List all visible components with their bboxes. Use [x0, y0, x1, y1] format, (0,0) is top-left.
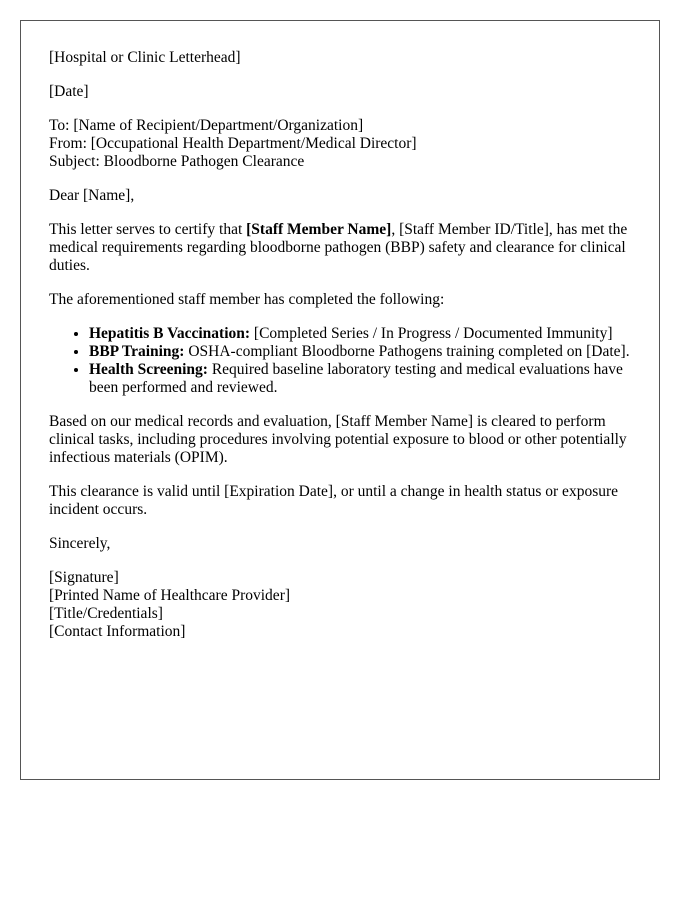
to-line: To: [Name of Recipient/Department/Organization]	[49, 117, 364, 134]
from-line: From: [Occupational Health Department/Medical Director]	[49, 135, 417, 152]
closing: Sincerely,	[49, 535, 111, 552]
list-item	[89, 325, 631, 343]
letterhead: [Hospital or Clinic Letterhead]	[49, 49, 241, 66]
letter-page	[20, 20, 660, 780]
list-item	[89, 343, 631, 361]
contact-information: [Contact Information]	[49, 623, 186, 640]
subject-line: Subject: Bloodborne Pathogen Clearance	[49, 153, 305, 170]
item-text: Required baseline laboratory testing and medical evaluations have been performed and reviewed.	[89, 361, 623, 396]
validity-paragraph: This clearance is valid until [Expiration Date], or until a change in health status or exposure incident occurs.	[49, 483, 619, 518]
salutation: Dear [Name],	[49, 187, 135, 204]
clearance-paragraph: Based on our medical records and evaluation, [Staff Member Name] is cleared to perform clinical tasks, including procedures involving potential exposure to blood or other potentially infectious materials (OPIM).	[49, 413, 627, 466]
intro-pre: This letter serves to certify that	[49, 221, 247, 238]
list-item	[89, 361, 631, 397]
intro-post: , [Staff Member ID/Title], has met the medical requirements regarding bloodborne pathogen (BBP) safety and clearance for clinical duties.	[49, 221, 628, 274]
item-text: [Completed Series / In Progress / Documented Immunity]	[250, 325, 613, 342]
letter-date: [Date]	[49, 83, 89, 100]
item-label: Hepatitis B Vaccination:	[89, 325, 251, 342]
intro-paragraph	[49, 221, 631, 275]
printed-name: [Printed Name of Healthcare Provider]	[49, 587, 291, 604]
item-label: BBP Training:	[89, 343, 185, 360]
item-label: Health Screening:	[89, 361, 208, 378]
list-intro: The aforementioned staff member has completed the following:	[49, 291, 445, 308]
address-block	[49, 117, 631, 171]
staff-name: [Staff Member Name]	[246, 221, 392, 238]
title-credentials: [Title/Credentials]	[49, 605, 163, 622]
signature-line: [Signature]	[49, 569, 119, 586]
requirements-list	[49, 325, 631, 397]
item-text: OSHA-compliant Bloodborne Pathogens training completed on [Date].	[184, 343, 630, 360]
signature-block	[49, 569, 631, 641]
